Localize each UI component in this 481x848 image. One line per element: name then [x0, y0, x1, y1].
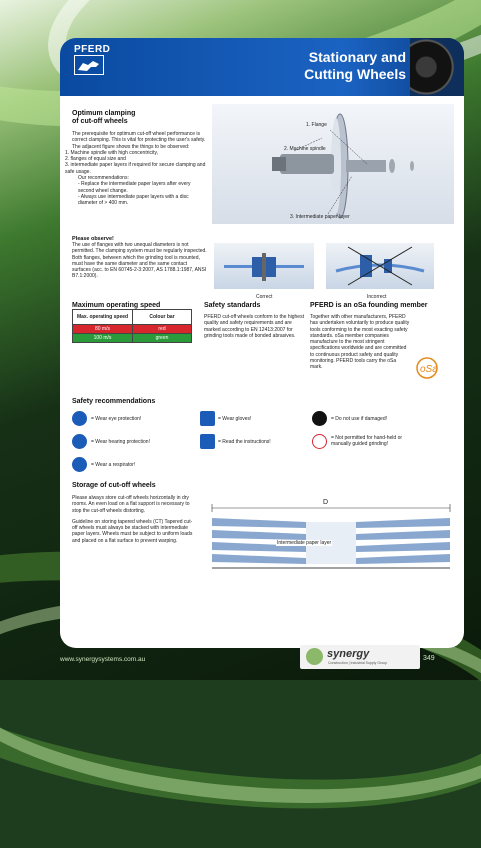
safety-item: = Wear gloves! — [218, 416, 252, 422]
footer-url[interactable]: www.synergysystems.com.au — [60, 656, 146, 663]
header-bar — [60, 38, 464, 96]
catalog-page — [60, 38, 464, 648]
observe-heading: Please observe! — [72, 236, 114, 242]
flange-diagram — [212, 104, 454, 224]
section-heading: Safety recommendations — [72, 398, 156, 405]
company-tagline: Construction | Industrial Supply Group — [328, 661, 388, 665]
correct-illustration — [214, 243, 314, 289]
storage-text: Guideline on storing tapered wheels (CT) Tapered cut-off wheels must always be stacked with intermediate paper layers. Wheels must be subject to uniform loads and placed on a flat surface to prevent warping. — [72, 518, 193, 544]
column-header: Max. operating speed — [73, 310, 133, 325]
incorrect-label: Incorrect — [367, 294, 387, 300]
clamping-intro: The prerequisite for optimum cut-off wheel performance is correct clamping. This is vital for protecting the user's safety. The adjacent figure shows the things to be observed: — [72, 131, 206, 150]
paper-label: 3. Intermediate paper layer — [290, 214, 350, 220]
title-line: Cutting Wheels — [304, 66, 406, 82]
list-item: 2. flanges of equal size and — [65, 156, 126, 163]
paper-layer-label: Intermediate paper layer — [277, 540, 332, 546]
incorrect-illustration — [326, 243, 434, 289]
hand-held-prohibited-icon — [312, 434, 327, 449]
incorrect-flange-icon — [326, 243, 434, 289]
section-heading: Maximum operating speed — [72, 302, 161, 309]
synergy-logo — [300, 645, 420, 669]
title-line: Stationary and — [308, 49, 406, 65]
osa-mark-icon — [415, 356, 439, 380]
page-title — [304, 49, 406, 83]
gloves-icon — [200, 411, 215, 426]
column-header: Colour bar — [133, 310, 192, 325]
svg-text:oSa: oSa — [420, 364, 438, 375]
safety-item: = Not permitted for hand-held or manually guided grinding! — [331, 435, 403, 447]
clamping-section — [65, 110, 207, 207]
section-heading: PFERD is an oSa founding member — [310, 302, 428, 309]
section-heading: Optimum clamping — [72, 110, 136, 117]
page-number: 349 — [423, 655, 435, 662]
safety-item: = Wear a respirator! — [91, 462, 136, 468]
section-heading: of cut-off wheels — [72, 118, 128, 125]
table-cell: red — [133, 325, 192, 334]
standards-section — [204, 302, 304, 339]
safety-item: = Wear hearing protection! — [91, 439, 150, 445]
horse-icon — [74, 55, 104, 75]
damaged-prohibited-icon — [312, 411, 327, 426]
observe-section — [72, 236, 207, 280]
spindle-label: 2. Machine spindle — [284, 146, 326, 152]
pferd-logo — [74, 44, 112, 80]
list-item: 1. Machine spindle with high concentricity, — [65, 149, 159, 156]
observe-text: The use of flanges with two unequal diameters is not permitted. The clamping system must be regularly inspected. Both flanges, between which the grinding tool is mounted, must have the same diameter and the same contact surfaces (acc. to EN 60745-2-3:2007, AS 1788.1:1987, ANSI B7.1:2000). — [72, 242, 207, 280]
correct-label: Correct — [256, 294, 273, 300]
recommendations — [72, 175, 207, 206]
storage-illustration — [206, 496, 456, 576]
standards-text: PFERD cut-off wheels conform to the highest quality and safety requirements and are marked according to EN 12413:2007 for grinding tools made of bonded abrasives. — [204, 314, 304, 339]
tapered-stack-diagram — [206, 496, 456, 576]
company-name: synergy — [327, 648, 370, 660]
table-cell: 100 m/s — [73, 334, 133, 343]
safety-item: = Wear eye protection! — [91, 416, 142, 422]
cutting-wheel-photo — [410, 38, 464, 96]
list-item: - Replace the intermediate paper layers after every second wheel change. — [78, 181, 191, 194]
section-heading: Storage of cut-off wheels — [72, 482, 156, 489]
safety-heading-wrap — [72, 398, 155, 406]
list-item: - Always use intermediate paper layers with a disc diameter of > 400 mm. — [78, 193, 189, 207]
respirator-icon — [72, 457, 87, 472]
storage-section — [72, 482, 197, 544]
section-heading: Safety standards — [204, 302, 261, 309]
clamping-list — [65, 150, 207, 175]
eye-protection-icon — [72, 411, 87, 426]
table-row — [73, 334, 192, 343]
diameter-label: D — [323, 499, 329, 506]
safety-item: = Read the instructions! — [218, 439, 271, 445]
correct-flange-icon — [214, 243, 314, 289]
table-row — [73, 325, 192, 334]
flange-label: 1. Flange — [306, 122, 327, 128]
hearing-protection-icon — [72, 434, 87, 449]
osa-text: Together with other manufacturers, PFERD has undertaken voluntarily to produce quality tools conforming to the most exacting safety standards. oSa member companies manufacture to the most stringent specifications worldwide and are committed to continuous product safety and quality monitoring. PFERD tools carry the oSa mark. — [310, 314, 410, 371]
speed-table — [72, 309, 192, 343]
table-cell: green — [133, 334, 192, 343]
table-header — [73, 310, 192, 325]
table-cell: 80 m/s — [73, 325, 133, 334]
osa-logo — [415, 356, 439, 380]
storage-text: Please always store cut-off wheels horizontally in dry rooms. An even load on a flat support is necessary to stop the cut-off wheels distorting. — [72, 495, 190, 514]
read-instructions-icon — [200, 434, 215, 449]
synergy-symbol-icon — [306, 648, 323, 665]
clamping-illustration — [212, 104, 454, 224]
safety-item: = Do not use if damaged! — [331, 416, 388, 422]
brand-name: PFERD — [74, 44, 111, 55]
rec-title: Our recommendations: — [78, 175, 129, 182]
list-item: 3. intermediate paper layers if required for secure clamping and safe usage. — [65, 162, 206, 175]
